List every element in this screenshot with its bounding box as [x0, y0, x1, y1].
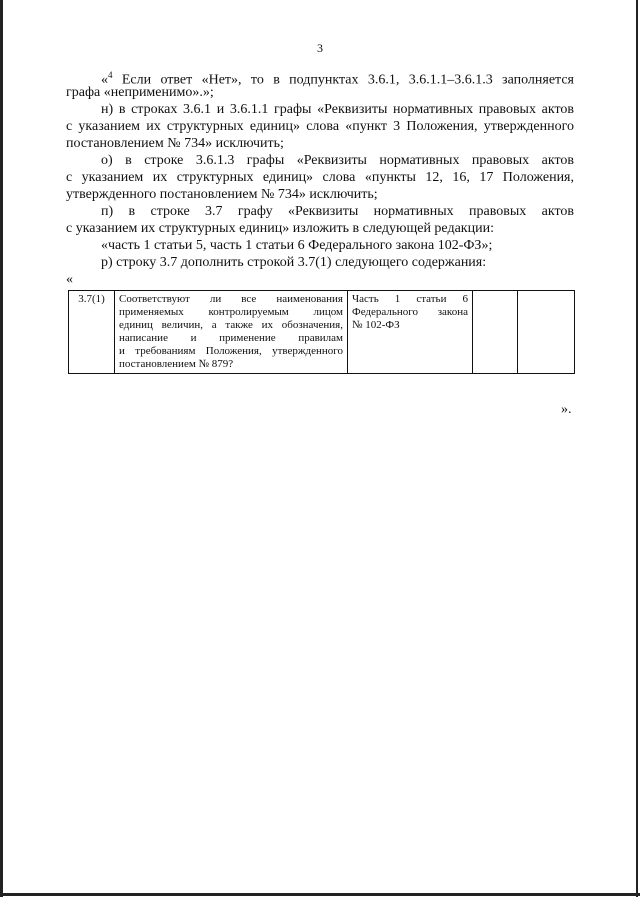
- paragraph-p-line-1: п) в строке 3.7 графу «Реквизиты нормативных правовых актов: [101, 204, 574, 219]
- quote-open-mark: «: [66, 272, 73, 287]
- paragraph-o-line-1: о) в строке 3.6.1.3 графы «Реквизиты нормативных правовых актов: [101, 153, 574, 168]
- paragraph-p-line-2: с указанием их структурных единиц» изложить в следующей редакции:: [66, 221, 494, 236]
- paragraph-footnote-line-2: графа «неприменимо».»;: [66, 85, 214, 100]
- reference-line: Федерального закона: [352, 306, 468, 318]
- question-cell: [115, 291, 348, 374]
- table-row: [69, 291, 575, 374]
- quote-close-mark: ».: [561, 402, 572, 417]
- empty-cell-4: [473, 291, 518, 374]
- question-line: и требованиям Положения, утвержденного: [119, 345, 343, 357]
- question-line: постановлением № 879?: [119, 358, 234, 370]
- paragraph-o-line-3: утвержденного постановлением № 734» исключить;: [66, 187, 378, 202]
- question-line: применяемых контролируемым лицом: [119, 306, 343, 318]
- paragraph-quote-line: «часть 1 статьи 5, часть 1 статьи 6 Федерального закона 102-ФЗ»;: [101, 238, 493, 253]
- paragraph-o-line-2: с указанием их структурных единиц» слова «пункты 12, 16, 17 Положения,: [66, 170, 574, 185]
- paragraph-n-line-1: н) в строках 3.6.1 и 3.6.1.1 графы «Реквизиты нормативных правовых актов: [101, 102, 574, 117]
- question-line: написание и применение правилам: [119, 332, 343, 344]
- reference-line: Часть 1 статьи 6: [352, 293, 468, 305]
- scan-edge-right: [636, 0, 638, 897]
- paragraph-n-line-2: с указанием их структурных единиц» слова «пункт 3 Положения, утвержденного: [66, 119, 574, 134]
- inserted-row-table: [68, 290, 575, 374]
- reference-line: № 102-ФЗ: [352, 319, 400, 331]
- row-number-cell: 3.7(1): [69, 291, 115, 374]
- paragraph-r-line: р) строку 3.7 дополнить строкой 3.7(1) следующего содержания:: [101, 255, 487, 270]
- question-line: Соответствуют ли все наименования: [119, 293, 343, 305]
- empty-cell-5: [518, 291, 575, 374]
- scan-edge-left: [0, 0, 3, 897]
- page-number: 3: [317, 41, 323, 55]
- paragraph-footnote-line-1: «$^4$ Если ответ «Нет», то в подпунктах 3.6.1, 3.6.1.1–3.6.1.3 заполняется: [101, 70, 574, 88]
- paragraph-n-line-3: постановлением № 734» исключить;: [66, 136, 284, 151]
- scan-edge-bottom: [0, 893, 640, 896]
- question-line: единиц величин, а также их обозначения,: [119, 319, 343, 331]
- reference-cell: [348, 291, 473, 374]
